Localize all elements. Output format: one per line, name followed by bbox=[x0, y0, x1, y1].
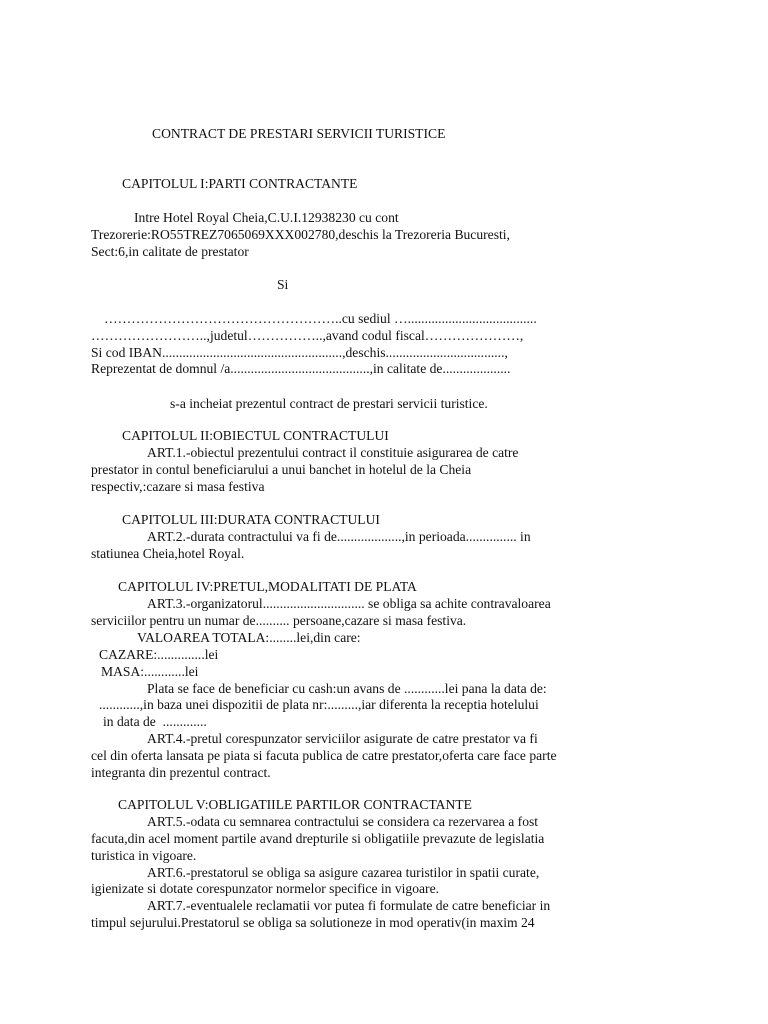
chapter1-heading: CAPITOLUL I:PARTI CONTRACTANTE bbox=[122, 176, 358, 191]
party1-line-2: Trezorerie:RO55TREZ7065069XXX002780,deschis la Trezoreria Bucuresti, bbox=[91, 227, 510, 242]
chapter5-heading: CAPITOLUL V:OBLIGATIILE PARTILOR CONTRACTANTE bbox=[118, 797, 472, 812]
chapter5-line-4: ART.6.-prestatorul se obliga sa asigure cazarea turistilor in spatii curate, bbox=[147, 865, 540, 880]
chapter5-line-5: igienizate si dotate corespunzator normelor specifice in vigoare. bbox=[91, 881, 440, 896]
chapter4-total-value: VALOAREA TOTALA:........lei,din care: bbox=[137, 630, 361, 645]
party2-line-1: ……………………………………………..cu sediul …...................................... bbox=[104, 311, 537, 326]
si-separator: Si bbox=[277, 277, 289, 292]
party2-line-2: ……………………..,judetul……………..,avand codul fiscal…………………, bbox=[91, 328, 524, 343]
chapter4-line-1: ART.3.-organizatorul.............................. se obliga sa achite contravaloarea bbox=[147, 596, 551, 611]
chapter4-heading: CAPITOLUL IV:PRETUL,MODALITATI DE PLATA bbox=[118, 579, 417, 594]
chapter5-line-1: ART.5.-odata cu semnarea contractului se considera ca rezervarea a fost bbox=[147, 814, 539, 829]
party1-line-1: Intre Hotel Royal Cheia,C.U.I.12938230 cu cont bbox=[134, 210, 399, 225]
chapter4-line-7: ............,in baza unei dispozitii de plata nr:.........,iar diferenta la receptia hotelului bbox=[99, 697, 539, 712]
chapter4-line-11: integranta din prezentul contract. bbox=[91, 765, 271, 780]
chapter5-line-7: timpul sejurului.Prestatorul se obliga sa solutioneze in mod operativ(in maxim 24 bbox=[91, 915, 535, 930]
party2-line-4: Reprezentat de domnul /a.........................................,in calitate de.................... bbox=[91, 361, 511, 376]
chapter3-heading: CAPITOLUL III:DURATA CONTRACTULUI bbox=[122, 512, 380, 527]
party1-line-3: Sect:6,in calitate de prestator bbox=[91, 244, 249, 259]
chapter4-cazare: CAZARE:..............lei bbox=[99, 647, 219, 662]
chapter2-line-3: respectiv,:cazare si masa festiva bbox=[91, 479, 265, 494]
chapter5-line-2: facuta,din acel moment partile avand drepturile si obligatiile prevazute de legislatia bbox=[91, 831, 545, 846]
chapter4-line-9: ART.4.-pretul corespunzator serviciilor asigurate de catre prestator va fi bbox=[147, 731, 538, 746]
chapter4-line-6: Plata se face de beneficiar cu cash:un avans de ............lei pana la data de: bbox=[147, 681, 547, 696]
chapter4-line-2: serviciilor pentru un numar de.......... persoane,cazare si masa festiva. bbox=[91, 613, 467, 628]
chapter5-line-3: turistica in vigoare. bbox=[91, 848, 197, 863]
chapter4-line-10: cel din oferta lansata pe piata si facuta publica de catre prestator,oferta care face parte bbox=[91, 748, 557, 763]
contract-concluded-line: s-a incheiat prezentul contract de prestari servicii turistice. bbox=[170, 396, 488, 411]
chapter4-masa: MASA:............lei bbox=[101, 664, 199, 679]
chapter2-line-2: prestator in contul beneficiarului a unui banchet in hotelul de la Cheia bbox=[91, 462, 472, 477]
party2-line-3: Si cod IBAN.....................................................,deschis..................................., bbox=[91, 345, 508, 360]
chapter3-line-1: ART.2.-durata contractului va fi de...................,in perioada............... in bbox=[147, 529, 531, 544]
chapter2-line-1: ART.1.-obiectul prezentului contract il constituie asigurarea de catre bbox=[147, 445, 519, 460]
chapter3-line-2: statiunea Cheia,hotel Royal. bbox=[91, 546, 245, 561]
document-title: CONTRACT DE PRESTARI SERVICII TURISTICE bbox=[152, 126, 446, 141]
chapter5-line-6: ART.7.-eventualele reclamatii vor putea fi formulate de catre beneficiar in bbox=[147, 898, 551, 913]
chapter4-line-8: in data de ............. bbox=[103, 714, 207, 729]
chapter2-heading: CAPITOLUL II:OBIECTUL CONTRACTULUI bbox=[122, 428, 389, 443]
